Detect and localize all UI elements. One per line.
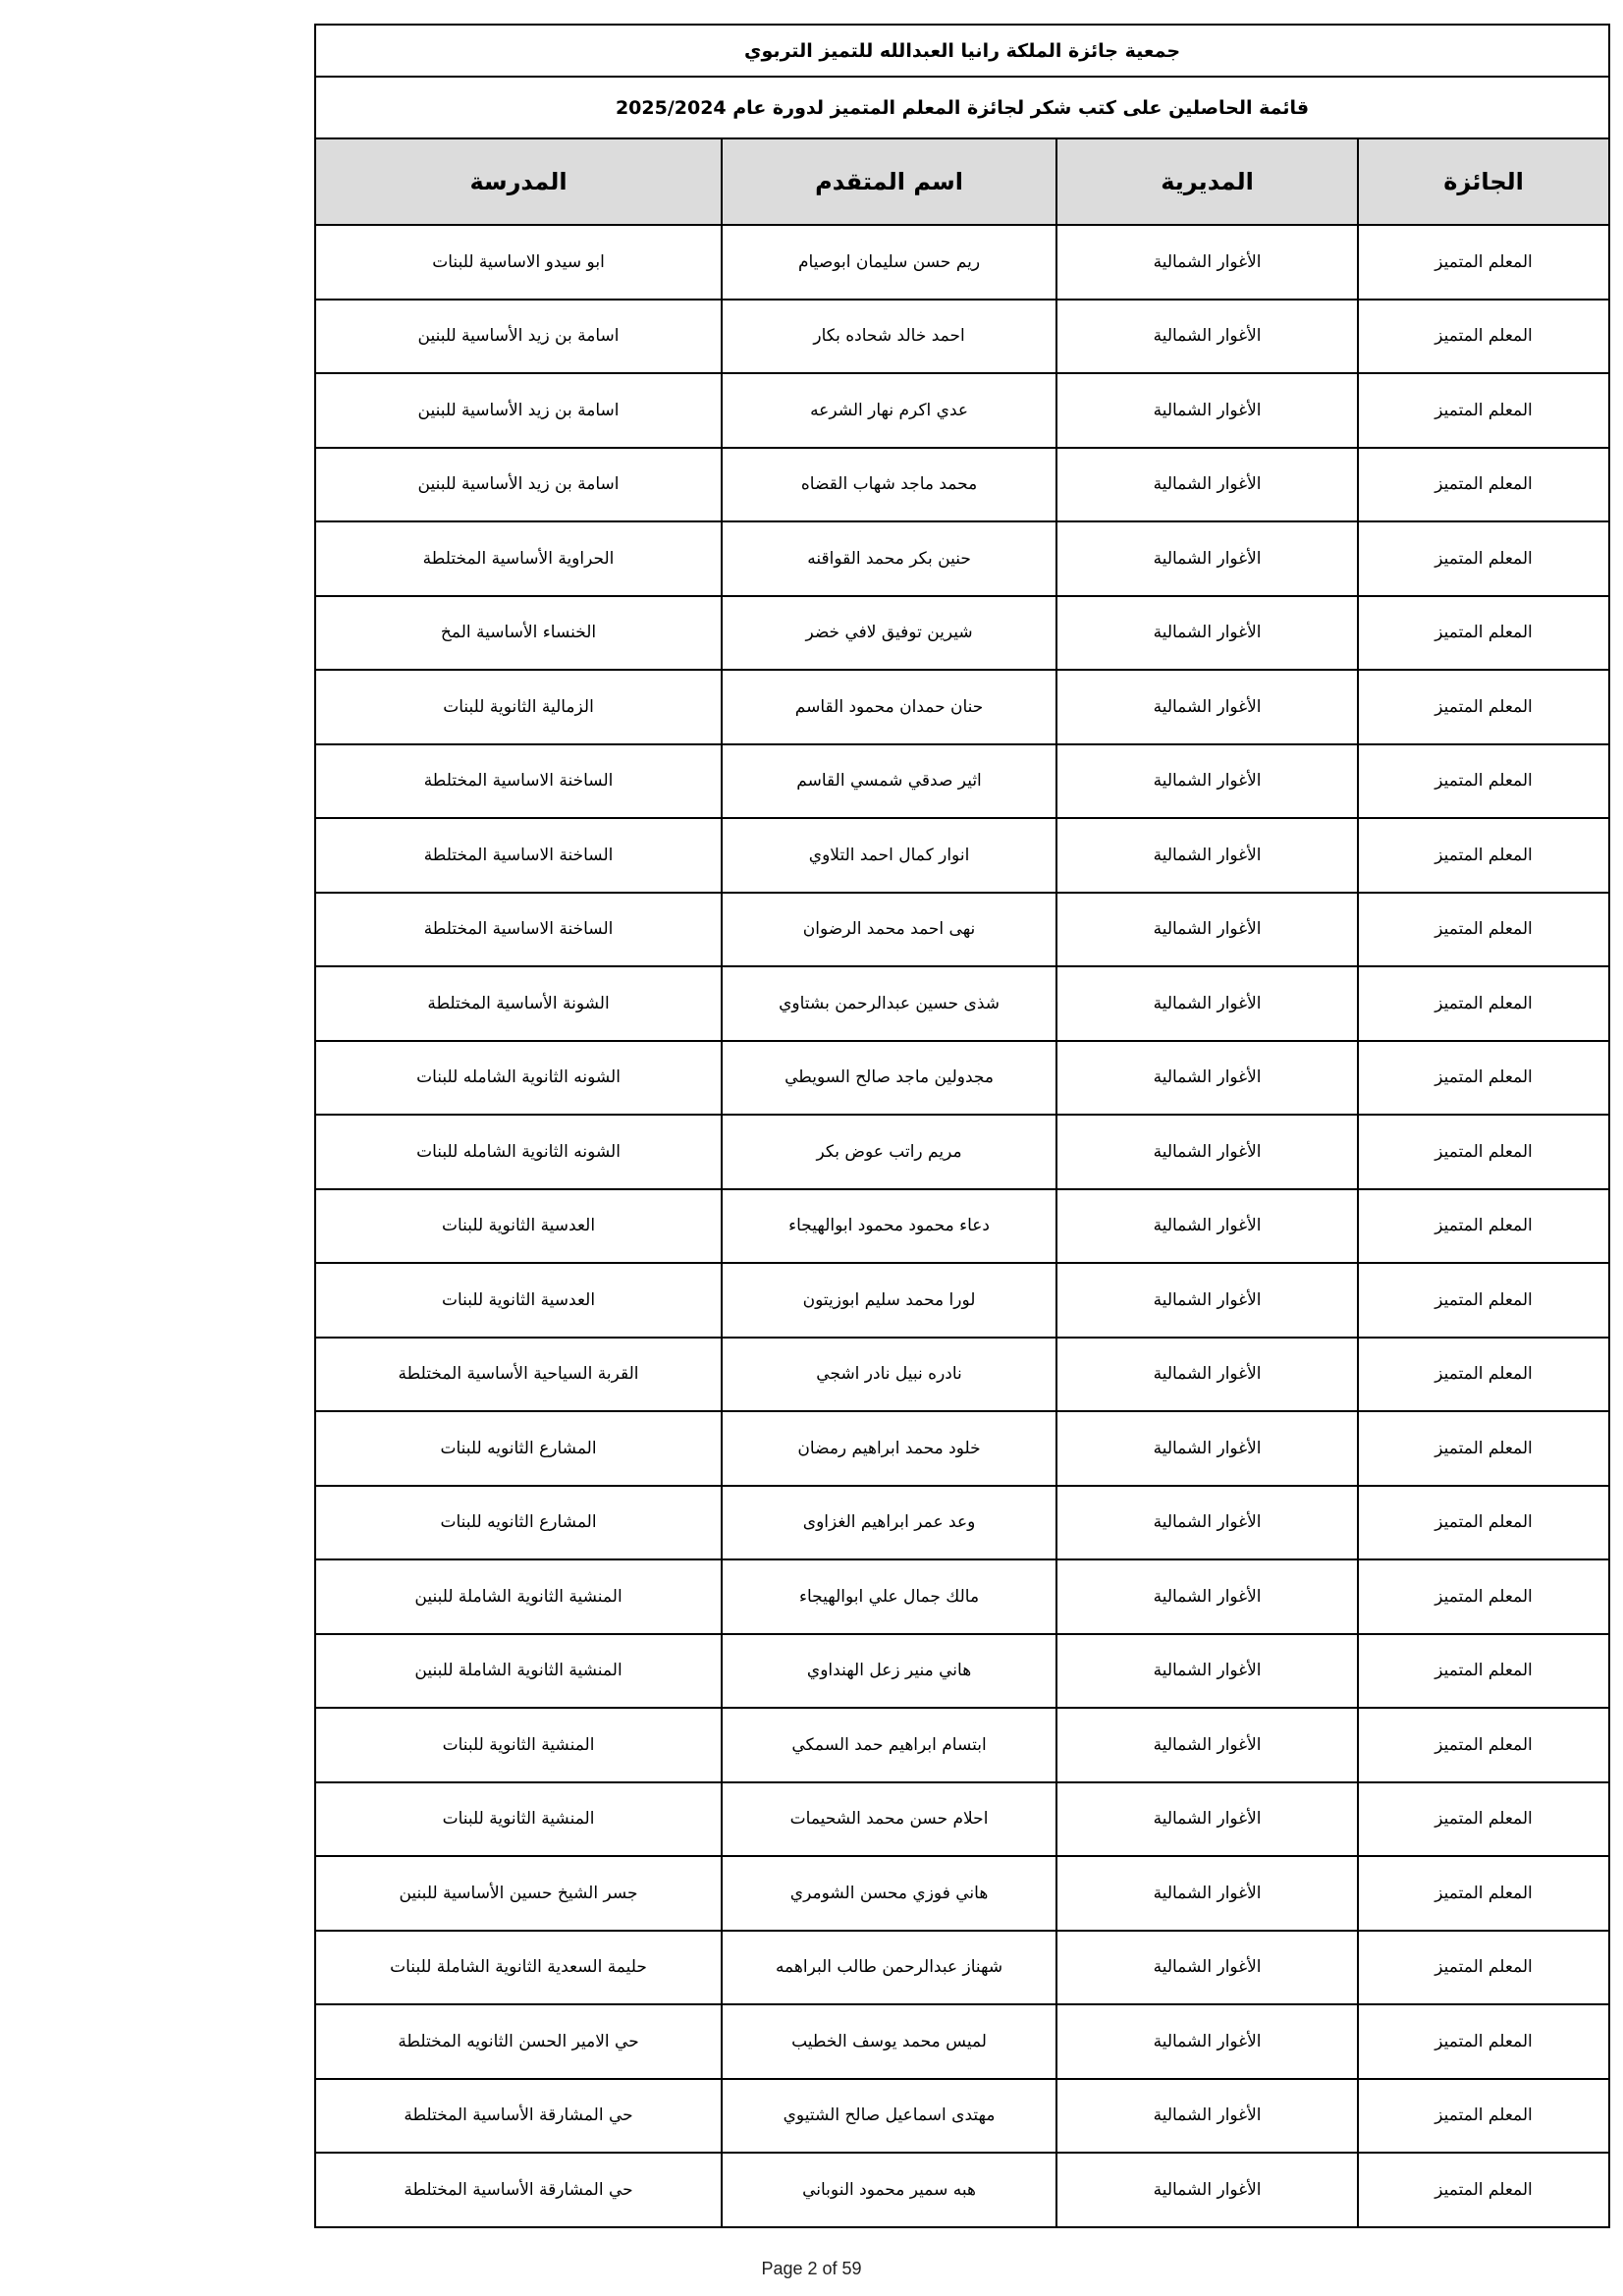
table-row: [315, 1856, 1609, 1931]
directorate-cell: الأغوار الشمالية: [1056, 596, 1358, 671]
award-cell: المعلم المتميز: [1358, 596, 1609, 671]
directorate-cell: الأغوار الشمالية: [1056, 1338, 1358, 1412]
school-cell: العدسية الثانوية للبنات: [315, 1263, 722, 1338]
school-cell: المشارع الثانويه للبنات: [315, 1486, 722, 1560]
directorate-cell: الأغوار الشمالية: [1056, 893, 1358, 967]
directorate-cell: الأغوار الشمالية: [1056, 1708, 1358, 1782]
award-cell: المعلم المتميز: [1358, 1189, 1609, 1264]
school-cell: المنشية الثانوية الشاملة للبنين: [315, 1559, 722, 1634]
school-cell: حليمة السعدية الثانوية الشاملة للبنات: [315, 1931, 722, 2005]
document-subtitle: قائمة الحاصلين على كتب شكر لجائزة المعلم المتميز لدورة عام 2025/2024: [315, 77, 1609, 138]
applicant-name-cell: مريم راتب عوض بكر: [722, 1115, 1056, 1189]
award-cell: المعلم المتميز: [1358, 300, 1609, 374]
table-row: [315, 1411, 1609, 1486]
school-cell: الساخنة الاساسية المختلطة: [315, 818, 722, 893]
applicant-name-cell: نهى احمد محمد الرضوان: [722, 893, 1056, 967]
directorate-cell: الأغوار الشمالية: [1056, 521, 1358, 596]
award-cell: المعلم المتميز: [1358, 2079, 1609, 2154]
table-row: [315, 2079, 1609, 2154]
award-cell: المعلم المتميز: [1358, 744, 1609, 819]
award-cell: المعلم المتميز: [1358, 818, 1609, 893]
directorate-cell: الأغوار الشمالية: [1056, 1189, 1358, 1264]
table-row: [315, 1041, 1609, 1116]
applicant-name-cell: ريم حسن سليمان ابوصيام: [722, 225, 1056, 300]
applicant-name-cell: احمد خالد شحاده بكار: [722, 300, 1056, 374]
school-cell: حي المشارقة الأساسية المختلطة: [315, 2079, 722, 2154]
award-cell: المعلم المتميز: [1358, 966, 1609, 1041]
applicant-name-cell: دعاء محمود محمود ابوالهيجاء: [722, 1189, 1056, 1264]
column-header-row: [315, 138, 1609, 225]
directorate-cell: الأغوار الشمالية: [1056, 448, 1358, 522]
school-cell: الحراوية الأساسية المختلطة: [315, 521, 722, 596]
directorate-cell: الأغوار الشمالية: [1056, 373, 1358, 448]
school-cell: جسر الشيخ حسين الأساسية للبنين: [315, 1856, 722, 1931]
school-cell: اسامة بن زيد الأساسية للبنين: [315, 373, 722, 448]
table-row: [315, 1634, 1609, 1709]
school-cell: ابو سيدو الاساسية للبنات: [315, 225, 722, 300]
applicant-name-cell: مالك جمال علي ابوالهيجاء: [722, 1559, 1056, 1634]
table-row: [315, 744, 1609, 819]
school-cell: الزمالية الثانوية للبنات: [315, 670, 722, 744]
table-row: [315, 1189, 1609, 1264]
table-row: [315, 1782, 1609, 1857]
award-cell: المعلم المتميز: [1358, 1338, 1609, 1412]
school-cell: الشونه الثانوية الشامله للبنات: [315, 1115, 722, 1189]
award-cell: المعلم المتميز: [1358, 225, 1609, 300]
award-cell: المعلم المتميز: [1358, 1708, 1609, 1782]
table-row: [315, 893, 1609, 967]
directorate-cell: الأغوار الشمالية: [1056, 2079, 1358, 2154]
award-cell: المعلم المتميز: [1358, 670, 1609, 744]
table-row: [315, 966, 1609, 1041]
award-cell: المعلم المتميز: [1358, 1115, 1609, 1189]
school-cell: العدسية الثانوية للبنات: [315, 1189, 722, 1264]
table-row: [315, 1486, 1609, 1560]
award-cell: المعلم المتميز: [1358, 1041, 1609, 1116]
directorate-cell: الأغوار الشمالية: [1056, 1411, 1358, 1486]
directorate-cell: الأغوار الشمالية: [1056, 2153, 1358, 2227]
school-cell: الساخنة الاساسية المختلطة: [315, 893, 722, 967]
award-cell: المعلم المتميز: [1358, 1634, 1609, 1709]
subtitle-row: [315, 77, 1609, 138]
school-cell: المنشية الثانوية للبنات: [315, 1708, 722, 1782]
directorate-cell: الأغوار الشمالية: [1056, 818, 1358, 893]
applicant-name-cell: عدي اكرم نهار الشرعه: [722, 373, 1056, 448]
applicant-name-cell: ابتسام ابراهيم حمد السمكي: [722, 1708, 1056, 1782]
directorate-cell: الأغوار الشمالية: [1056, 1041, 1358, 1116]
award-cell: المعلم المتميز: [1358, 2004, 1609, 2079]
table-row: [315, 373, 1609, 448]
table-row: [315, 1559, 1609, 1634]
column-header-award: الجائزة: [1358, 138, 1609, 225]
applicant-name-cell: مهتدى اسماعيل صالح الشتيوي: [722, 2079, 1056, 2154]
applicant-name-cell: خلود محمد ابراهيم رمضان: [722, 1411, 1056, 1486]
award-cell: المعلم المتميز: [1358, 521, 1609, 596]
column-header-directorate: المديرية: [1056, 138, 1358, 225]
applicant-name-cell: احلام حسن محمد الشحيمات: [722, 1782, 1056, 1857]
school-cell: الساخنة الاساسية المختلطة: [315, 744, 722, 819]
table-row: [315, 1708, 1609, 1782]
directorate-cell: الأغوار الشمالية: [1056, 1634, 1358, 1709]
applicant-name-cell: انوار كمال احمد التلاوي: [722, 818, 1056, 893]
school-cell: المشارع الثانويه للبنات: [315, 1411, 722, 1486]
school-cell: حي الامير الحسن الثانويه المختلطة: [315, 2004, 722, 2079]
school-cell: المنشية الثانوية للبنات: [315, 1782, 722, 1857]
directorate-cell: الأغوار الشمالية: [1056, 1931, 1358, 2005]
table-row: [315, 818, 1609, 893]
applicant-name-cell: حنان حمدان محمود القاسم: [722, 670, 1056, 744]
directorate-cell: الأغوار الشمالية: [1056, 744, 1358, 819]
award-cell: المعلم المتميز: [1358, 2153, 1609, 2227]
applicant-name-cell: مجدولين ماجد صالح السويطي: [722, 1041, 1056, 1116]
applicant-name-cell: هاني فوزي محسن الشومري: [722, 1856, 1056, 1931]
award-cell: المعلم المتميز: [1358, 1411, 1609, 1486]
table-body: [315, 225, 1609, 2227]
applicant-name-cell: لورا محمد سليم ابوزيتون: [722, 1263, 1056, 1338]
table-row: [315, 670, 1609, 744]
column-header-applicant-name: اسم المتقدم: [722, 138, 1056, 225]
applicant-name-cell: هاني منير زعل الهنداوي: [722, 1634, 1056, 1709]
directorate-cell: الأغوار الشمالية: [1056, 1856, 1358, 1931]
directorate-cell: الأغوار الشمالية: [1056, 300, 1358, 374]
directorate-cell: الأغوار الشمالية: [1056, 966, 1358, 1041]
applicant-name-cell: شيرين توفيق لافي خضر: [722, 596, 1056, 671]
table-row: [315, 1115, 1609, 1189]
page-number: Page 2 of 59: [761, 2259, 862, 2278]
school-cell: المنشية الثانوية الشاملة للبنين: [315, 1634, 722, 1709]
table-row: [315, 2153, 1609, 2227]
school-cell: الشونة الأساسية المختلطة: [315, 966, 722, 1041]
table-row: [315, 521, 1609, 596]
table-row: [315, 448, 1609, 522]
table-row: [315, 1263, 1609, 1338]
directorate-cell: الأغوار الشمالية: [1056, 1782, 1358, 1857]
award-cell: المعلم المتميز: [1358, 893, 1609, 967]
table-row: [315, 2004, 1609, 2079]
applicant-name-cell: نادره نبيل نادر اشجي: [722, 1338, 1056, 1412]
award-cell: المعلم المتميز: [1358, 1782, 1609, 1857]
award-cell: المعلم المتميز: [1358, 1856, 1609, 1931]
table-row: [315, 1338, 1609, 1412]
school-cell: اسامة بن زيد الأساسية للبنين: [315, 300, 722, 374]
table-row: [315, 225, 1609, 300]
award-cell: المعلم المتميز: [1358, 448, 1609, 522]
directorate-cell: الأغوار الشمالية: [1056, 1115, 1358, 1189]
awards-table: [314, 24, 1610, 2228]
directorate-cell: الأغوار الشمالية: [1056, 670, 1358, 744]
award-cell: المعلم المتميز: [1358, 1486, 1609, 1560]
applicant-name-cell: لميس محمد يوسف الخطيب: [722, 2004, 1056, 2079]
applicant-name-cell: حنين بكر محمد القواقنه: [722, 521, 1056, 596]
award-cell: المعلم المتميز: [1358, 373, 1609, 448]
school-cell: حي المشارقة الأساسية المختلطة: [315, 2153, 722, 2227]
title-row: [315, 25, 1609, 77]
applicant-name-cell: محمد ماجد شهاب القضاه: [722, 448, 1056, 522]
award-cell: المعلم المتميز: [1358, 1931, 1609, 2005]
award-cell: المعلم المتميز: [1358, 1559, 1609, 1634]
directorate-cell: الأغوار الشمالية: [1056, 2004, 1358, 2079]
table-row: [315, 596, 1609, 671]
applicant-name-cell: شذى حسين عبدالرحمن بشتاوي: [722, 966, 1056, 1041]
applicant-name-cell: اثير صدقي شمسي القاسم: [722, 744, 1056, 819]
document-title: جمعية جائزة الملكة رانيا العبدالله للتميز التربوي: [315, 25, 1609, 77]
directorate-cell: الأغوار الشمالية: [1056, 1263, 1358, 1338]
table-row: [315, 1931, 1609, 2005]
school-cell: الخنساء الأساسية المخ: [315, 596, 722, 671]
applicant-name-cell: وعد عمر ابراهيم الغزاوى: [722, 1486, 1056, 1560]
applicant-name-cell: هبه سمير محمود النوباني: [722, 2153, 1056, 2227]
school-cell: الشونه الثانوية الشامله للبنات: [315, 1041, 722, 1116]
document-page: [314, 24, 1608, 2228]
column-header-school: المدرسة: [315, 138, 722, 225]
school-cell: القربة السياحية الأساسية المختلطة: [315, 1338, 722, 1412]
directorate-cell: الأغوار الشمالية: [1056, 1559, 1358, 1634]
directorate-cell: الأغوار الشمالية: [1056, 225, 1358, 300]
school-cell: اسامة بن زيد الأساسية للبنين: [315, 448, 722, 522]
directorate-cell: الأغوار الشمالية: [1056, 1486, 1358, 1560]
award-cell: المعلم المتميز: [1358, 1263, 1609, 1338]
table-row: [315, 300, 1609, 374]
applicant-name-cell: شهناز عبدالرحمن طالب البراهمه: [722, 1931, 1056, 2005]
